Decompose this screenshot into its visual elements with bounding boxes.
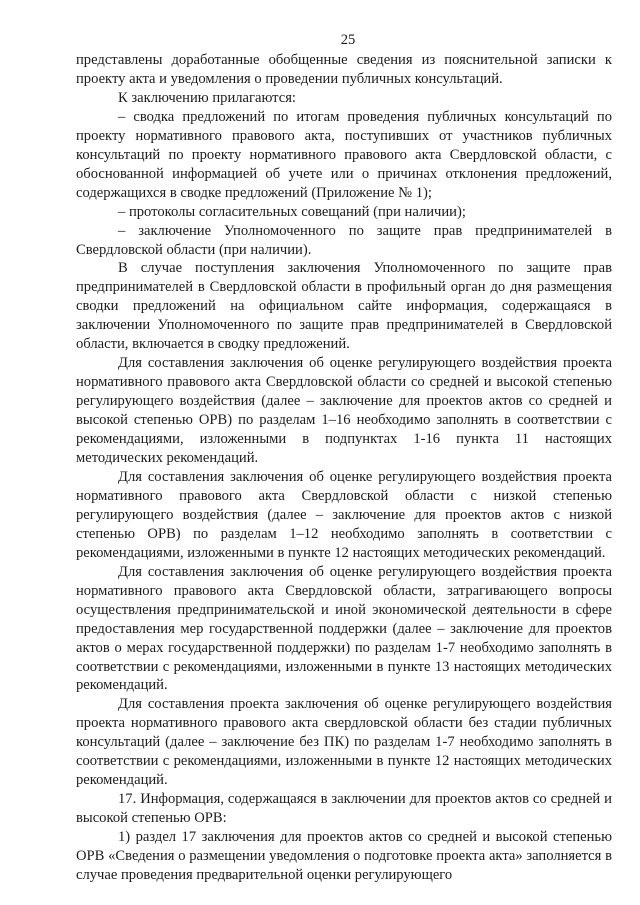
page-number: 25	[340, 32, 356, 48]
paragraph-ombudsman-case: В случае поступления заключения Уполномоченного по защите прав предпринимателей в Свердловской области в профильный орган до дня размещения сводки предложений на официальном сайте информация, содержащаяся в заключении Уполномоченного по защите прав предпринимателей в Свердловской области, включается в сводку предложений.	[76, 260, 612, 353]
paragraph-low-orv: Для составления заключения об оценке регулирующего воздействия проекта нормативного правового акта Свердловской области с низкой степенью регулирующего воздействия (далее – заключение для проектов актов с низкой степенью ОРВ) по разделам 1–12 необходимо заполнять в соответствии с рекомендациями, изложенными в пункте 12 настоящих методических рекомендаций.	[76, 468, 612, 561]
list-item-ombudsman-conclusion: – заключение Уполномоченного по защите прав предпринимателей в Свердловской области (при наличии).	[76, 222, 612, 258]
paragraph-no-public-consultation: Для составления проекта заключения об оценке регулирующего воздействия проекта нормативного правового акта свердловской области без стадии публичных консультаций (далее – заключение без ПК) по разделам 1-7 необходимо заполнять в соответствии с рекомендациями, изложенными в пункте 12 настоящих методических рекомендаций.	[76, 696, 612, 789]
paragraph-medium-high-orv: Для составления заключения об оценке регулирующего воздействия проекта нормативного правового акта Свердловской области со средней и высокой степенью регулирующего воздействия (далее – заключение для проектов актов со средней и высокой степенью ОРВ) по разделам 1–16 необходимо заполнять в соответствии с рекомендациями, изложенными в подпунктах 1-16 пункта 11 настоящих методических рекомендаций.	[76, 355, 612, 467]
paragraph-state-support: Для составления заключения об оценке регулирующего воздействия проекта нормативного правового акта Свердловской области, затрагивающего вопросы осуществления предпринимательской и иной экономической деятельности в сфере предоставления мер государственной поддержки (далее – заключение для проектов актов о мерах государственной поддержки) по разделам 1-7 необходимо заполнять в соответствии с рекомендациями, изложенными в пункте 13 настоящих методических рекомендаций.	[76, 563, 612, 694]
paragraph-attachments-intro: К заключению прилагаются:	[118, 89, 296, 106]
list-item-protocols: – протоколы согласительных совещаний (при наличии);	[118, 203, 466, 220]
paragraph-item-17-1: 1) раздел 17 заключения для проектов актов со средней и высокой степенью ОРВ «Сведения о размещении уведомления о подготовке проекта акта» заполняется в случае проведения предварительной оценки регулирующего	[76, 829, 612, 883]
paragraph-item-17: 17. Информация, содержащаяся в заключении для проектов актов со средней и высокой степенью ОРВ:	[76, 791, 612, 827]
list-item-proposals-summary: – сводка предложений по итогам проведения публичных консультаций по проекту нормативного правового акта, поступивших от участников публичных консультаций по проекту нормативного правового акта Свердловской области, с обоснованной информацией об учете или о причинах отклонения предложений, содержащихся в сводке предложений (Приложение № 1);	[76, 108, 612, 201]
paragraph-continuation: представлены доработанные обобщенные сведения из пояснительной записки к проекту акта и уведомления о проведении публичных консультаций.	[76, 52, 612, 87]
